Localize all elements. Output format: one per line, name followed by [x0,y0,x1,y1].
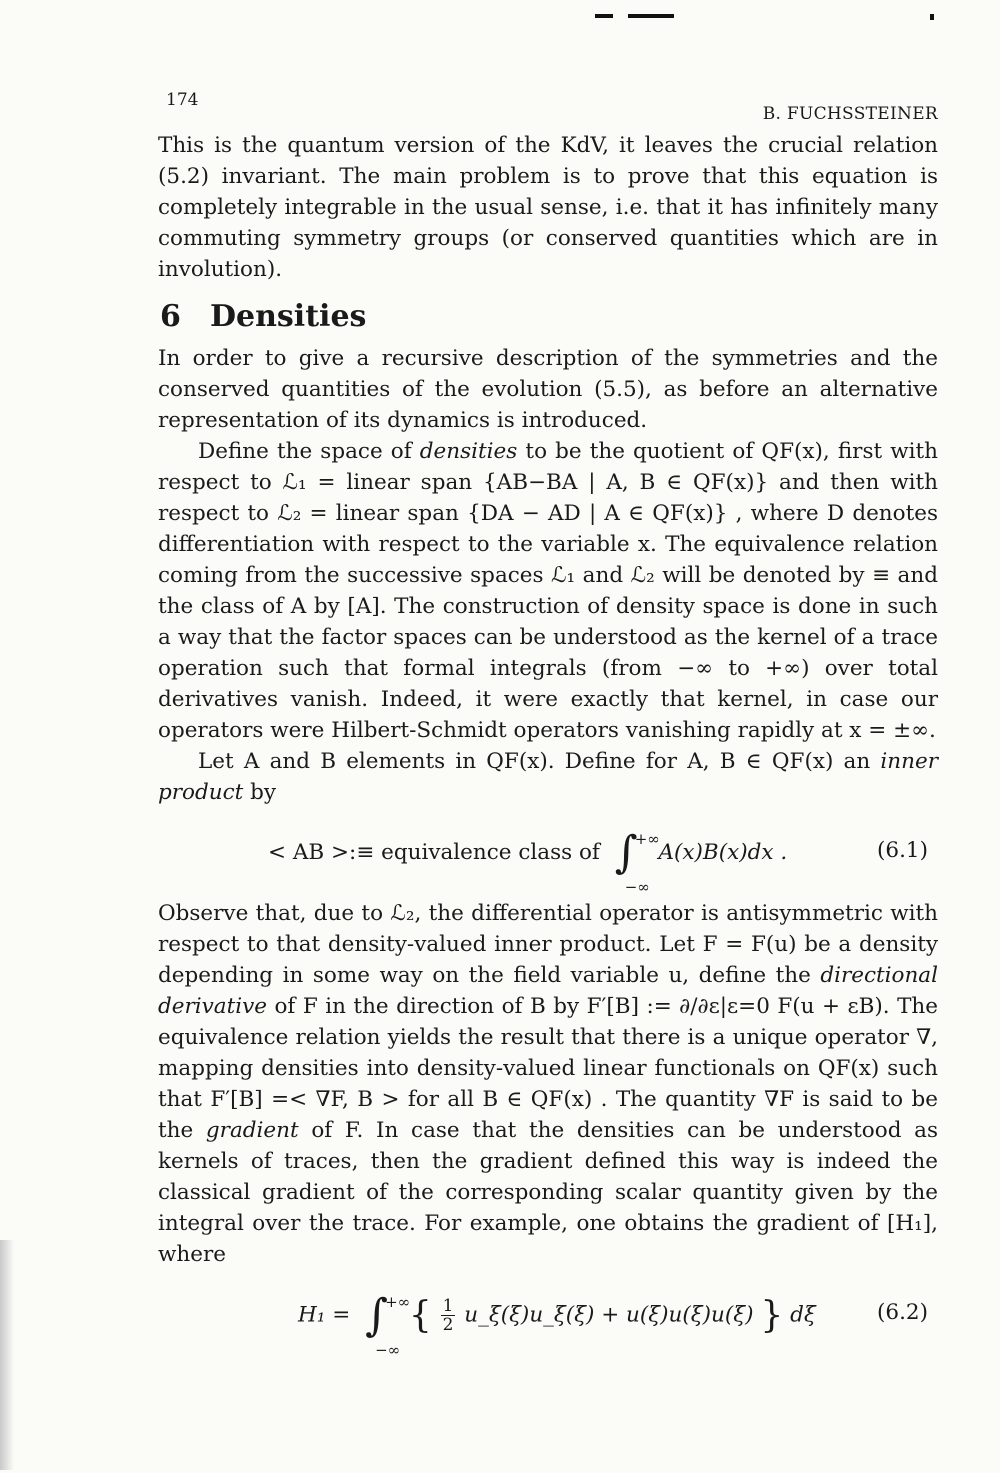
integral-sign: ∫ +∞ −∞ [365,1296,388,1336]
paragraph-3 [158,746,938,808]
term-densities: densities [419,439,518,464]
section-heading [160,297,938,337]
equation-label: (6.1) [877,838,928,863]
section-title: Densities [210,299,367,334]
equation-body [298,1289,816,1359]
intro-paragraph: This is the quantum version of the KdV, it leaves the crucial relation (5.2) invariant. The main problem is to prove that this equation is completely integrable in the usual sense, i.e. that it has infinitely many commuting symmetry groups (or conserved quantities which are in involution). [158,133,938,282]
paragraph-4-text: of F. In case that the densities can be understood as kernels of traces, then the gradient defined this way is indeed the classical gradient of the corresponding scalar quantity given by the integral over the trace. For example, one obtains the gradient of [H₁], where [158,1118,938,1267]
differential: dξ [790,1302,816,1328]
left-brace: { [408,1295,432,1336]
paragraph-3-text: by [243,780,277,805]
fraction [441,1297,456,1334]
equation-label: (6.2) [877,1300,928,1325]
paragraph-2 [158,436,938,746]
equation-lhs: < AB >:≡ equivalence class of [268,840,600,865]
page-number: 174 [166,90,199,110]
integral-sign: ∫ +∞ −∞ [615,833,638,873]
paragraph-4 [158,898,938,1270]
upper-limit: +∞ [634,830,660,848]
equation-6-2 [158,1270,938,1360]
scan-mark [930,14,934,20]
term-inner-product: inner product [158,749,938,805]
scan-mark [628,14,674,18]
scan-edge-shadow [0,1240,14,1470]
equation-lhs: H₁ = [298,1302,351,1328]
upper-limit: +∞ [385,1292,411,1311]
running-head: B. FUCHSSTEINER [762,104,938,124]
page-header [158,80,938,130]
lower-limit: −∞ [375,1340,401,1359]
integrand: u_ξ(ξ)u_ξ(ξ) + u(ξ)u(ξ)u(ξ) [464,1302,754,1328]
paragraph-3-text: Let A and B elements in QF(x). Define for A, B ∈ QF(x) an [198,749,881,774]
paragraph-2-text: Define the space of [198,439,420,464]
section-number: 6 [160,299,181,334]
paragraph-2-text: to be the quotient of QF(x), first with respect to ℒ₁ = linear span {AB−BA | A, B ∈ QF(x)} and then with respect to ℒ₂ = linear span {DA − AD | A ∈ QF(x)} , where D denotes differentiation with respect to the variable x. The equivalence relation coming from the successive spaces ℒ₁ and ℒ₂ will be denoted by ≡ and the class of A by [A]. The construction of density space is done in such a way that the factor spaces can be understood as the kernel of a trace operation such that formal integrals (from −∞ to +∞) over total derivatives vanish. Indeed, it were exactly that kernel, in case our operators were Hilbert-Schmidt operators vanishing rapidly at x = ±∞. [158,439,938,743]
numerator: 1 [442,1296,454,1316]
scan-mark [595,14,613,18]
integrand: A(x)B(x)dx . [658,840,788,865]
paragraph-4-text: of F in the direction of B by F′[B] := ∂/∂ε|ε=0 F(u + εB). The equivalence relation yields the result that there is a unique operator ∇, mapping densities into density-valued linear functionals on QF(x) such that F′[B] =< ∇F, B > for all B ∈ QF(x) . The quantity ∇F is said to be the [158,994,938,1143]
denominator: 2 [442,1315,454,1335]
term-directional-derivative: directional derivative [158,963,938,1019]
equation-body [268,827,788,896]
right-brace: } [760,1295,784,1336]
lower-limit: −∞ [624,878,650,896]
term-gradient: gradient [205,1118,299,1143]
paragraph-4-text: Observe that, due to ℒ₂, the differential operator is antisymmetric with respect to that density-valued inner product. Let F = F(u) be a density depending in some way on the field variable u, define the [158,901,938,988]
equation-6-1 [158,808,938,898]
page [158,80,938,1360]
paragraph-1: In order to give a recursive description of the symmetries and the conserved quantities of the evolution (5.5), as before an alternative representation of its dynamics is introduced. [158,346,938,433]
